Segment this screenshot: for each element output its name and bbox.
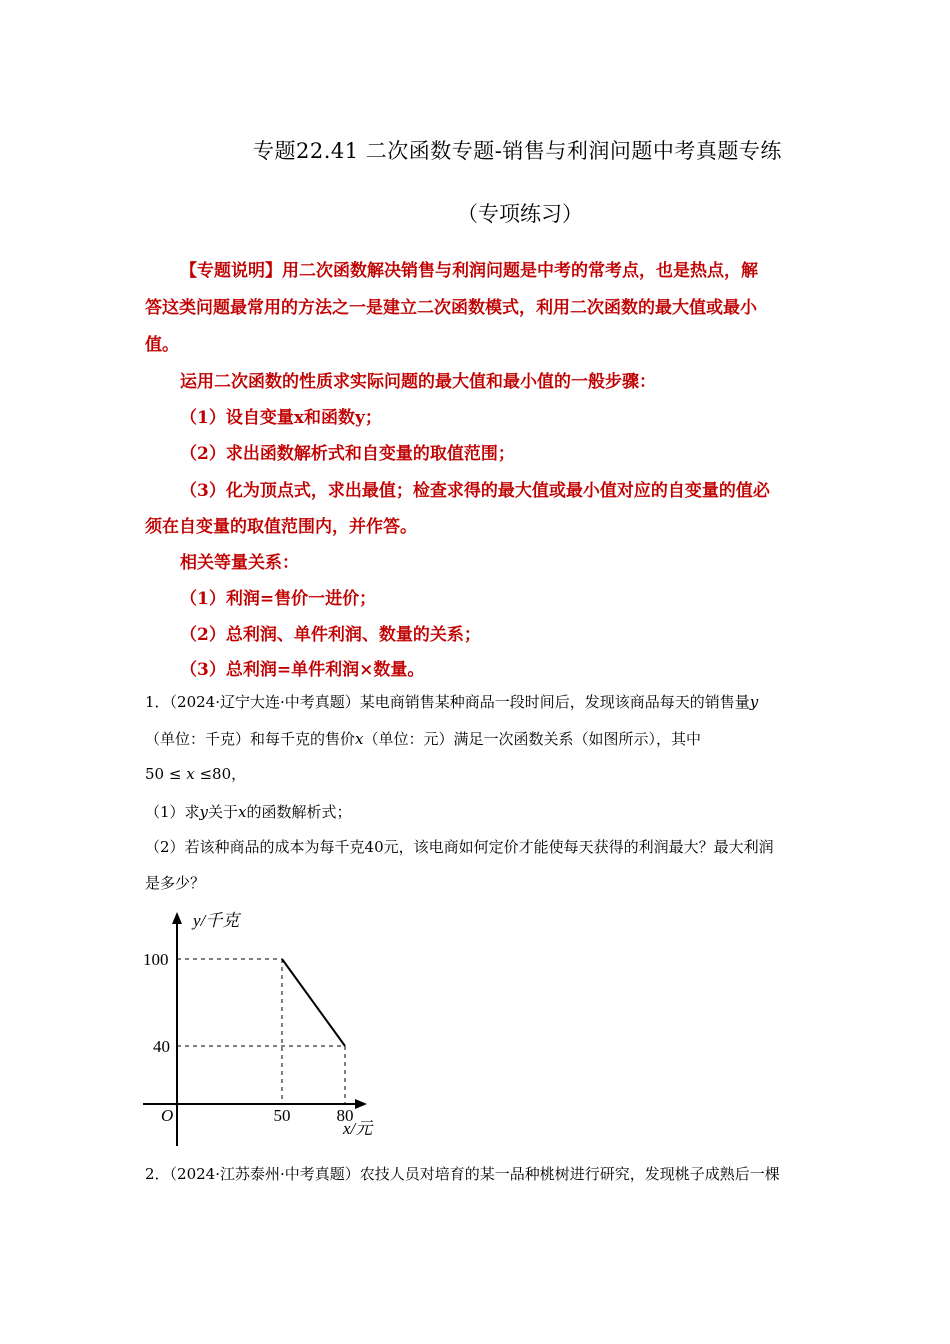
x-tick-label: 50 (273, 1106, 291, 1125)
intro-line-1: 【专题说明】用二次函数解决销售与利润问题是中考的常考点，也是热点，解 (180, 261, 758, 281)
origin-label: O (161, 1106, 174, 1125)
question-2-line-1 (145, 1163, 780, 1184)
y-tick-label: 40 (153, 1037, 170, 1056)
page-title: 专题22.41 二次函数专题-销售与利润问题中考真题专练 (253, 139, 782, 163)
var-y: y (749, 693, 759, 711)
relation-3: （3）总利润=单件利润×数量。 (180, 660, 425, 680)
question-1-line-2 (145, 728, 701, 749)
step-3-cont: 须在自变量的取值范围内，并作答。 (145, 517, 417, 537)
guide-lines (177, 959, 345, 1104)
question-source: （2024·江苏泰州·中考真题） (169, 1165, 360, 1183)
step-2: （2）求出函数解析式和自变量的取值范围； (180, 444, 515, 464)
question-text: （单位：元）满足一次函数关系（如图所示），其中 (363, 730, 701, 748)
var-x: x (186, 765, 195, 783)
relation-2: （2）总利润、单件利润、数量的关系； (180, 625, 481, 645)
part-text: 的函数解析式； (246, 803, 352, 821)
question-text: （单位：千克）和每千克的售价 (145, 730, 356, 748)
question-1-part-2-cont: 是多少？ (145, 874, 206, 892)
question-text: 某电商销售某种商品一段时间后，发现该商品每天的销售量 (359, 693, 750, 711)
question-text: 农技人员对培育的某一品种桃树进行研究，发现桃子成熟后一棵 (359, 1165, 780, 1183)
relation-1: （1）利润=售价一进价； (180, 589, 377, 609)
part-text: 关于 (208, 803, 239, 821)
range-text: ≤80， (199, 765, 247, 783)
var-y: y (199, 803, 209, 821)
x-tick-label: 80 (336, 1106, 354, 1125)
intro-line-2: 答这类问题最常用的方法之一是建立二次函数模式，利用二次函数的最大值或最小 (145, 298, 757, 318)
step-1: （1）设自变量x和函数y； (180, 408, 382, 428)
range-text: 50 ≤ (145, 765, 182, 783)
var-x: x (238, 803, 247, 821)
question-number: 2． (145, 1165, 170, 1183)
question-1-range (145, 763, 246, 784)
sales-chart (135, 900, 395, 1150)
question-source: （2024·辽宁大连·中考真题） (169, 693, 360, 711)
intro-line-3: 值。 (145, 335, 179, 355)
question-number: 1． (145, 693, 170, 711)
y-axis-arrow-icon (172, 912, 182, 924)
var-x: x (355, 730, 364, 748)
part-text: （1）求 (145, 803, 200, 821)
x-axis-label: x/元 (343, 1119, 373, 1138)
question-1-part-1 (145, 801, 352, 822)
series-line (282, 959, 345, 1046)
question-1-line-1 (145, 691, 758, 712)
step-3: （3）化为顶点式，求出最值；检查求得的最大值或最小值对应的自变量的值必 (180, 481, 770, 501)
question-1-part-2: （2）若该种商品的成本为每千克40元，该电商如何定价才能使每天获得的利润最大？最大利润 (145, 838, 774, 856)
relations-heading: 相关等量关系： (180, 553, 299, 573)
x-axis-arrow-icon (355, 1099, 367, 1109)
y-tick-label: 100 (143, 950, 169, 969)
page-subtitle: （专项练习） (457, 202, 583, 226)
steps-heading: 运用二次函数的性质求实际问题的最大值和最小值的一般步骤： (180, 372, 656, 392)
y-axis-label: y/千克 (193, 911, 240, 930)
